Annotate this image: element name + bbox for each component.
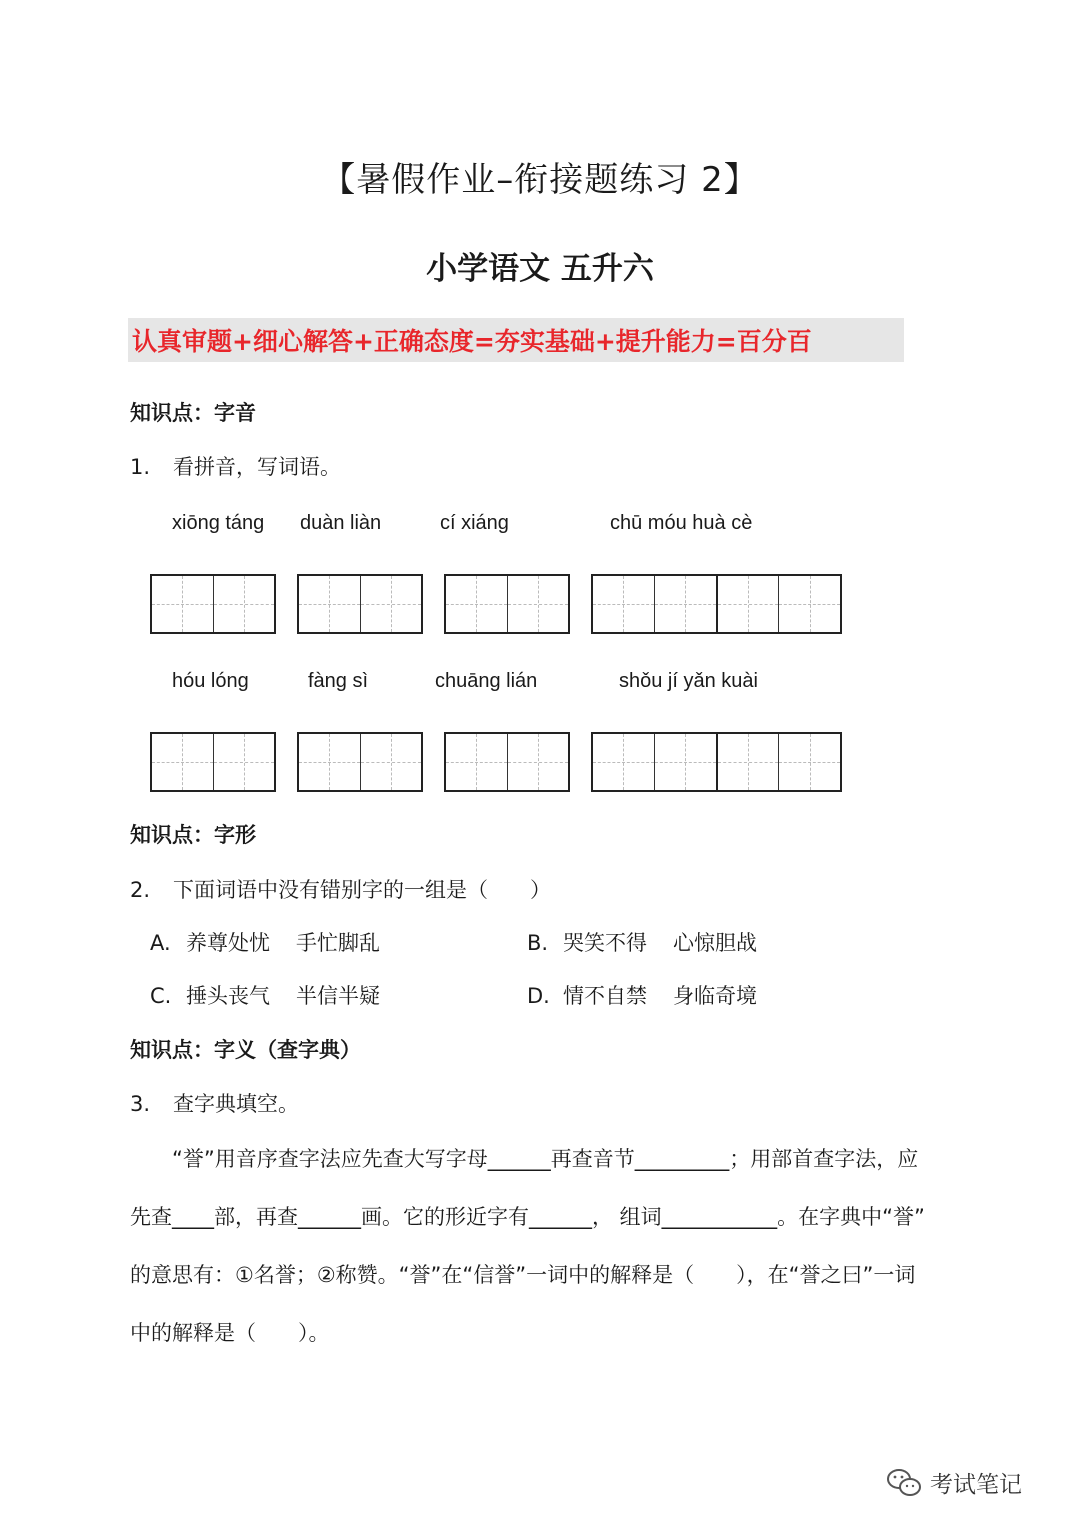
watermark-text: 考试笔记 [930, 1472, 1022, 1498]
paragraph-line: 的意思有：①名誉；②称赞。“誉”在“信誉”一词中的解释是（ ），在“誉之曰”一词 [130, 1263, 916, 1287]
paragraph-line: 先查____部，再查______画。它的形近字有______， 组词___________。在字典中“誉” [130, 1205, 925, 1229]
pinyin-label: fàng sì [308, 670, 369, 692]
question-text: 下面词语中没有错别字的一组是（ ） [173, 878, 551, 902]
watermark [886, 1466, 1022, 1499]
paragraph-line: “誉”用音序查字法应先查大写字母______再查音节_________；用部首查字法，应 [172, 1147, 919, 1171]
option-c[interactable]: C. 捶头丧气 半信半疑 [150, 984, 380, 1008]
question-number: 3. [130, 1092, 151, 1116]
pinyin-label: chuāng lián [435, 670, 538, 692]
pinyin-label: xiōng táng [172, 512, 265, 534]
motto-text: 认真审题+细心解答+正确态度=夯实基础+提升能力=百分百 [132, 327, 812, 356]
pinyin-label: hóu lóng [172, 670, 249, 692]
writing-grid[interactable] [150, 732, 276, 792]
option-a[interactable]: A. 养尊处忧 手忙脚乱 [150, 931, 380, 955]
knowledge-point-pronunciation: 知识点：字音 [130, 401, 256, 425]
question-1 [130, 451, 341, 481]
page-subtitle: 小学语文 五升六 [426, 251, 654, 287]
writing-grid[interactable] [591, 574, 842, 634]
writing-grid[interactable] [591, 732, 842, 792]
knowledge-point-glyph: 知识点：字形 [130, 823, 256, 847]
writing-grid[interactable] [444, 574, 570, 634]
question-number: 1. [130, 455, 151, 479]
question-text: 看拼音，写词语。 [173, 455, 341, 479]
knowledge-point-meaning: 知识点：字义（查字典） [130, 1038, 361, 1062]
question-text: 查字典填空。 [173, 1092, 299, 1116]
pinyin-label: shǒu jí yǎn kuài [619, 670, 758, 692]
wechat-icon [886, 1467, 922, 1499]
writing-grid[interactable] [444, 732, 570, 792]
question-number: 2. [130, 878, 151, 902]
question-2 [130, 874, 551, 904]
writing-grid[interactable] [297, 732, 423, 792]
pinyin-label: cí xiáng [440, 512, 509, 534]
dictionary-paragraph [130, 1130, 960, 1362]
writing-grid[interactable] [150, 574, 276, 634]
option-b[interactable]: B. 哭笑不得 心惊胆战 [527, 931, 757, 955]
question-3 [130, 1088, 299, 1118]
motto-banner [128, 318, 904, 362]
pinyin-label: chū móu huà cè [610, 512, 753, 534]
page-title: 【暑假作业–衔接题练习 2】 [321, 160, 759, 200]
paragraph-line: 中的解释是（ ）。 [130, 1321, 330, 1345]
option-d[interactable]: D. 情不自禁 身临奇境 [527, 984, 757, 1008]
pinyin-label: duàn liàn [300, 512, 382, 534]
writing-grid[interactable] [297, 574, 423, 634]
